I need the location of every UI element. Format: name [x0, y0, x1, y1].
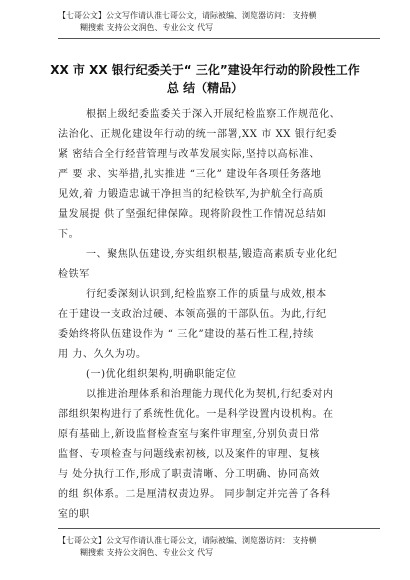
body-line: 下。 [58, 229, 80, 240]
body-line: 见效,着 力锻造忠诚干净担当的纪检铁军,为护航全行高质 [58, 189, 324, 200]
subsection-heading: (一)优化组织架构,明确职能定位 [86, 369, 237, 380]
section-heading-cont: 检铁军 [58, 269, 90, 280]
body-line: 监督、专项检查与问题线索初核, 以及案件的审理、复核 [58, 449, 320, 460]
body-line: 以推进治理体系和治理能力现代化为契机,行纪委对内 [86, 389, 334, 400]
footer-rule [58, 528, 380, 529]
body-line: 法治化、正规化建设年行动的统一部署,XX 市 XX 银行纪委 [58, 129, 338, 140]
body-line: 行纪委深刻认识到,纪检监察工作的质量与成效,根本 [86, 289, 327, 300]
document-title-line-1: XX 市 XX 银行纪委关于“ 三化”建设年行动的阶段性工作 [50, 63, 360, 77]
body-line: 与 处分执行工作,形成了职责清晰、分工明确、协同高效 [58, 469, 320, 480]
body-line: 原有基础上,新设监督检查室与案件审理室,分别负责日常 [58, 429, 320, 440]
body-line: 根据上级纪委监委关于深入开展纪检监察工作规范化、 [86, 109, 341, 120]
body-line: 用 力、久久为功。 [58, 349, 147, 360]
body-line: 量发展提 供了坚强纪律保障。现将阶段性工作情况总结如 [58, 209, 327, 220]
header-rule [58, 38, 380, 39]
document-title-line-2: 总 结（精品） [166, 81, 244, 95]
header-line-2: 糊搜索 支持公文润色、专业公文 代写 [80, 23, 214, 32]
page-footer [58, 535, 378, 559]
body-line: 委始终将队伍建设作为 “ 三化”建设的基石性工程,持续 [58, 329, 314, 340]
page-header [58, 10, 378, 34]
header-line-1: 【七哥公文】公文写作请认准七哥公文，请际被编、浏览器访问： 支持横 [58, 11, 317, 20]
body-line: 紧 密结合全行经营管理与改革发展实际,坚持以高标准、 [58, 149, 320, 160]
footer-line-1: 【七哥公文】公文写作请认准七哥公文，请际被编、浏览器访问： 支持横 [58, 536, 317, 545]
body-line: 的组 织体系。二是厘清权责边界。 同步制定并完善了各科 [58, 489, 331, 500]
footer-line-2: 糊搜索 支持公文润色、专业公文 代写 [80, 548, 214, 557]
body-line: 严 要 求、实举措,扎实推进 “三化” 建设年各项任务落地 [58, 169, 322, 180]
body-line: 室的职 [58, 509, 90, 520]
section-heading: 一、聚焦队伍建设,夯实组织根基,锻造高素质专业化纪 [86, 249, 338, 260]
body-line: 在于建设一支政治过硬、本领高强的干部队伍。为此,行纪 [58, 309, 327, 320]
body-line: 部组织架构进行了系统性优化。一是科学设置内设机构。在 [58, 409, 334, 420]
